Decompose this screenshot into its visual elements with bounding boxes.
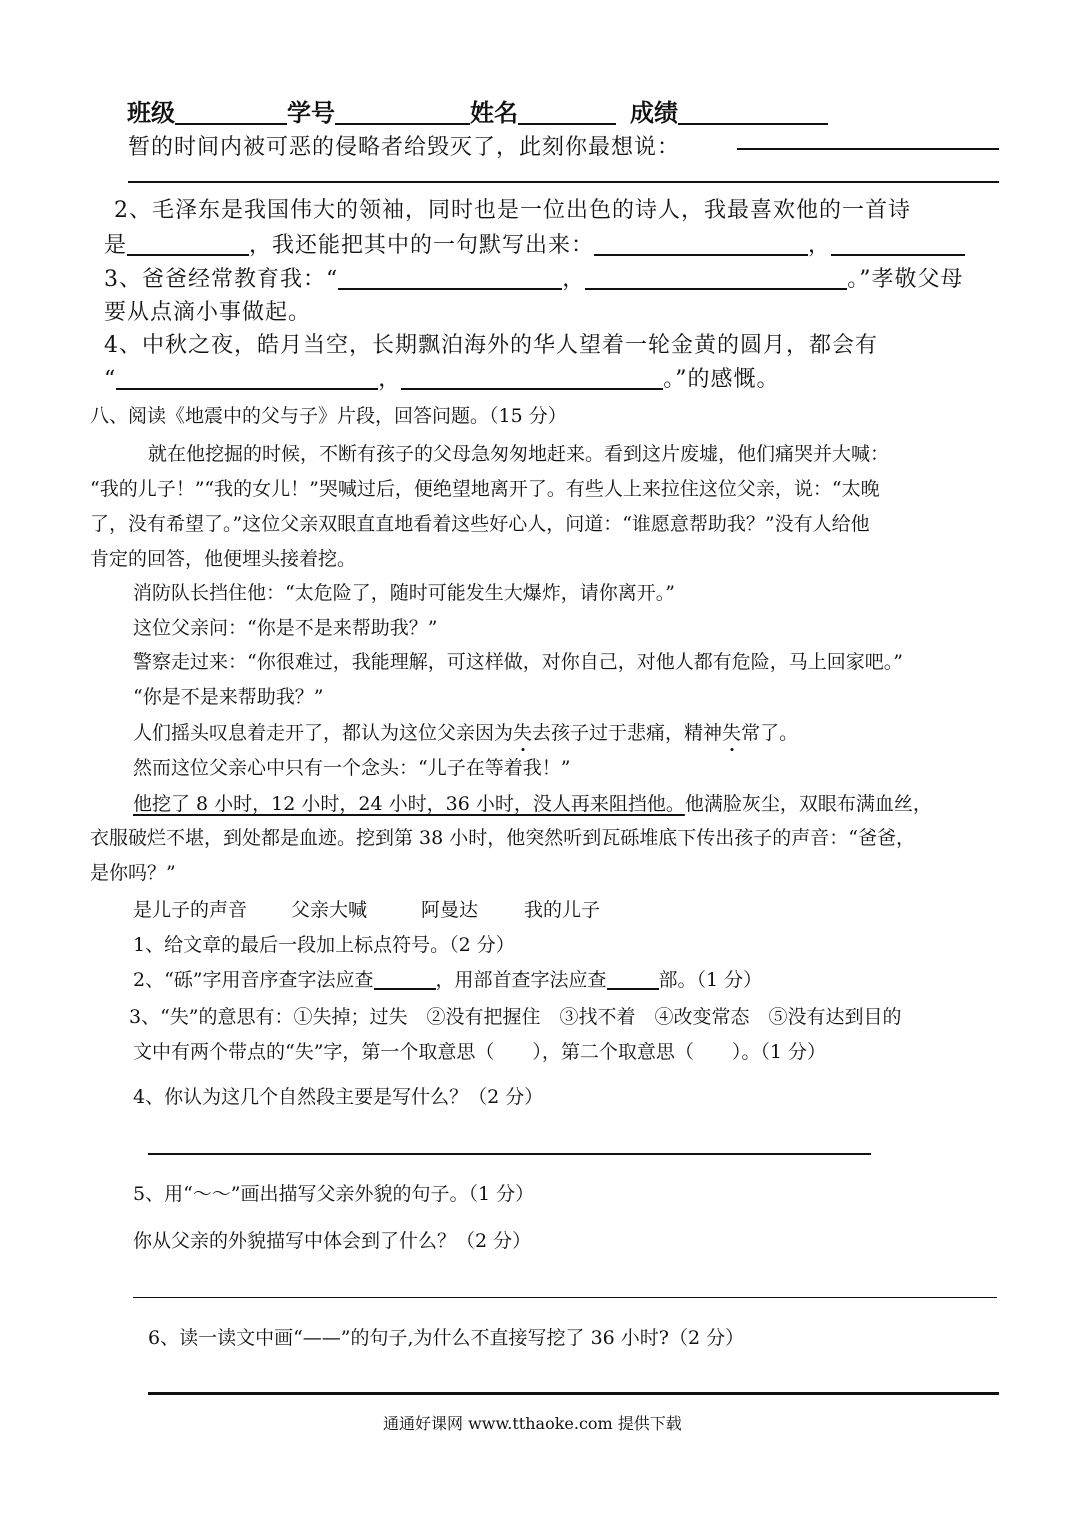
footer-source: 通通好课网 www.tthaoke.com 提供下载 <box>383 1414 682 1433</box>
q3-blank-1[interactable] <box>338 270 562 290</box>
question-3-line2: 文中有两个带点的“失”字，第一个取意思（ ），第二个取意思（ ）。（1 分） <box>133 1041 827 1063</box>
q4-answer-line[interactable] <box>148 1153 871 1155</box>
q5-answer-line[interactable] <box>133 1297 997 1298</box>
question-5: 5、用“～～”画出描写父亲外貌的句子。（1 分） <box>133 1183 535 1205</box>
q4-line2 <box>104 362 780 393</box>
q4-text-b: ， <box>378 367 402 392</box>
name-blank[interactable] <box>518 101 616 125</box>
q2-line1: 2、毛泽东是我国伟大的领袖，同时也是一位出色的诗人，我最喜欢他的一首诗 <box>114 198 911 223</box>
class-blank[interactable] <box>175 101 287 125</box>
q4-line1: 4、中秋之夜，皓月当空，长期飘泊海外的华人望着一轮金黄的圆月，都会有 <box>104 333 878 358</box>
word-4: 我的儿子 <box>524 899 601 921</box>
student-number-blank[interactable] <box>335 101 470 125</box>
student-info-header <box>127 93 828 128</box>
q2-text-a: 2、“砾”字用音序查字法应查 <box>133 969 374 991</box>
question-1: 1、给文章的最后一段加上标点符号。（2 分） <box>133 934 515 956</box>
q1-continuation: 暂的时间内被可恶的侵略者给毁灭了，此刻你最想说： <box>128 135 681 160</box>
q2-text-b: ，我还能把其中的一句默写出来： <box>249 233 595 258</box>
q3-line1 <box>104 262 964 293</box>
q3-text-c: 。”孝敬父母 <box>847 267 964 292</box>
q4-text-c: 。”的感慨。 <box>663 367 780 392</box>
passage-p7: 然而这位父亲心中只有一个念头：“儿子在等着我！” <box>133 757 571 779</box>
question-4: 4、你认为这几个自然段主要是写什么？（2 分） <box>133 1086 544 1108</box>
passage-p1-line2: “我的儿子！”“我的女儿！”哭喊过后，便绝望地离开了。有些人上来拉住这位父亲，说：“太晚 <box>90 478 880 500</box>
q2-text-a: 是 <box>104 233 128 258</box>
word-2: 父亲大喊 <box>291 899 368 921</box>
student-number-label: 学号 <box>287 99 335 127</box>
q4-blank-2[interactable] <box>401 370 663 390</box>
passage-p3: 这位父亲问：“你是不是来帮助我？” <box>133 617 438 639</box>
p8-text-rest: 他满脸灰尘，双眼布满血丝， <box>684 793 932 815</box>
underlined-sentence: 他挖了 8 小时，12 小时，24 小时，36 小时，没人再来阻挡他。 <box>133 793 685 815</box>
p6-text-a: 人们摇头叹息着走开了，都认为这位父亲因为 <box>133 722 514 744</box>
q1-answer-line-2[interactable] <box>128 181 999 183</box>
passage-p8-line2: 衣服破烂不堪，到处都是血迹。挖到第 38 小时，他突然听到瓦砾堆底下传出孩子的声音：“爸爸， <box>90 827 915 849</box>
section8-title: 八、阅读《地震中的父与子》片段，回答问题。（15 分） <box>90 405 567 427</box>
question-6: 6、读一读文中画“——”的句子,为什么不直接写挖了 36 小时?（2 分） <box>148 1327 745 1349</box>
q2-line-blank-2[interactable] <box>831 236 965 256</box>
question-3-line1: 3、“失”的意思有：①失掉；过失 ②没有把握住 ③找不着 ④改变常态 ⑤没有达到目的 <box>129 1006 902 1028</box>
passage-p5: “你是不是来帮助我？” <box>133 686 324 708</box>
passage-p1-line4: 肯定的回答，他便埋头接着挖。 <box>90 548 357 570</box>
passage-p8-line3: 是你吗？” <box>90 862 176 884</box>
passage-p4: 警察走过来：“你很难过，我能理解，可这样做，对你自己，对他人都有危险，马上回家吧。” <box>133 651 903 673</box>
q1-answer-line-1[interactable] <box>737 148 999 150</box>
p6-text-c: 常了。 <box>741 722 799 744</box>
q2-line2 <box>104 228 965 259</box>
dotted-char-1: 失 <box>513 718 532 745</box>
q3-line2: 要从点滴小事做起。 <box>104 300 312 325</box>
p6-text-b: 去孩子过于悲痛，精神 <box>532 722 723 744</box>
last-paragraph-words <box>133 895 600 922</box>
question-2 <box>133 965 762 992</box>
q2-text-b: ，用部首查字法应查 <box>435 969 607 991</box>
passage-p6 <box>133 718 798 745</box>
class-label: 班级 <box>127 99 175 127</box>
q4-text-a: “ <box>104 367 117 392</box>
q2-text-c: ， <box>808 233 832 258</box>
score-label: 成绩 <box>630 99 678 127</box>
dotted-char-2: 失 <box>722 718 741 745</box>
q6-answer-line[interactable] <box>148 1392 999 1395</box>
q2-letter-blank[interactable] <box>374 972 436 990</box>
name-label: 姓名 <box>470 99 518 127</box>
score-blank[interactable] <box>678 101 828 125</box>
passage-p1-line3: 了，没有希望了。”这位父亲双眼直直地看着这些好心人，问道：“谁愿意帮助我？”没有人给他 <box>90 513 870 535</box>
q2-radical-blank[interactable] <box>607 972 659 990</box>
q3-text-b: ， <box>562 267 586 292</box>
q3-text-a: 3、爸爸经常教育我：“ <box>104 267 339 292</box>
question-5-sub: 你从父亲的外貌描写中体会到了什么？（2 分） <box>133 1230 532 1252</box>
word-3: 阿曼达 <box>421 899 479 921</box>
q2-line-blank-1[interactable] <box>594 236 808 256</box>
passage-p8-line1 <box>133 789 932 816</box>
q2-text-c: 部。（1 分） <box>658 969 763 991</box>
q4-blank-1[interactable] <box>116 370 378 390</box>
q3-blank-2[interactable] <box>585 270 847 290</box>
passage-p2: 消防队长挡住他：“太危险了，随时可能发生大爆炸，请你离开。” <box>133 582 675 604</box>
passage-p1-line1: 就在他挖掘的时候，不断有孩子的父母急匆匆地赶来。看到这片废墟，他们痛哭并大喊： <box>148 443 890 465</box>
word-1: 是儿子的声音 <box>133 899 248 921</box>
q2-poem-blank[interactable] <box>127 236 249 256</box>
